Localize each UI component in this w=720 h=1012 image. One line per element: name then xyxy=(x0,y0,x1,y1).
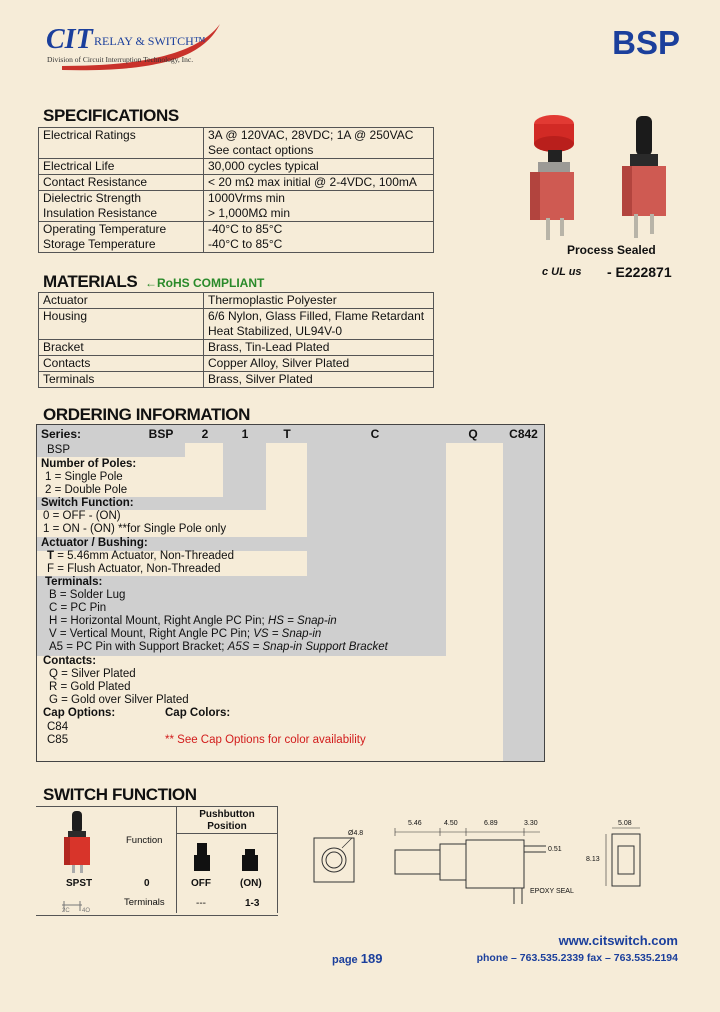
materials-label xyxy=(39,309,204,340)
specifications-row xyxy=(39,191,434,222)
materials-label-line xyxy=(43,324,199,339)
ordering-header-function: 1 xyxy=(241,427,249,441)
ordering-header-poles: 2 xyxy=(201,427,209,441)
specifications-label xyxy=(39,175,204,191)
contact-info: phone – 763.535.2339 fax – 763.535.2194 xyxy=(476,952,678,964)
ordering-header-actuator: T xyxy=(283,427,291,441)
terminal-option-a5 xyxy=(49,641,388,654)
dim-5-08: 5.08 xyxy=(618,820,632,827)
on-position-icon xyxy=(240,847,260,873)
cap-colors-title: Cap Colors: xyxy=(165,707,231,719)
specifications-row xyxy=(39,175,434,191)
function-option-0: 0 = OFF - (ON) xyxy=(43,510,121,522)
logo-brand-sub: RELAY & SWITCH™ xyxy=(94,34,206,48)
specifications-label xyxy=(39,159,204,175)
terminal-snap-v: VS = Snap-in xyxy=(253,628,322,640)
materials-row xyxy=(39,340,434,356)
specifications-value-line: < 20 mΩ max initial @ 2-4VDC, 100mA xyxy=(208,175,417,189)
specifications-label-line: Dielectric Strength xyxy=(43,191,142,205)
terminal-option-v xyxy=(49,628,321,641)
specifications-label-line: Electrical Ratings xyxy=(43,128,136,142)
materials-value-line: Copper Alloy, Silver Plated xyxy=(208,356,350,370)
specifications-value-line: See contact options xyxy=(208,143,314,157)
materials-value xyxy=(204,356,434,372)
actuator-option-t xyxy=(47,550,234,563)
materials-label xyxy=(39,340,204,356)
pushbutton-position-label: Pushbutton Position xyxy=(199,809,255,832)
actuator-title: Actuator / Bushing: xyxy=(41,537,148,549)
pushbutton-header-line xyxy=(176,833,278,834)
page-number-value: 189 xyxy=(360,951,383,966)
actuator-desc-f: = Flush Actuator, Non-Threaded xyxy=(54,563,221,575)
function-title: Switch Function: xyxy=(41,497,134,509)
terminal-option-h xyxy=(49,615,337,628)
poles-title: Number of Poles: xyxy=(41,458,137,470)
specifications-value xyxy=(204,222,434,253)
specifications-row xyxy=(39,222,434,253)
terminal-option-c: C = PC Pin xyxy=(49,602,107,614)
pole-option-1: 1 = Single Pole xyxy=(45,471,123,483)
cap-note: ** See Cap Options for color availability xyxy=(165,734,366,746)
ordering-header-series: Series: xyxy=(41,427,82,441)
specifications-label xyxy=(39,191,204,222)
part-code: BSP xyxy=(612,24,680,61)
specifications-value-line: 30,000 cycles typical xyxy=(208,159,319,173)
terminal-desc-v: V = Vertical Mount, Right Angle PC Pin; xyxy=(49,628,254,640)
materials-value-line: Thermoplastic Polyester xyxy=(208,293,337,307)
ordering-title: ORDERING INFORMATION xyxy=(43,405,251,424)
materials-label-line: Contacts xyxy=(43,356,91,370)
ordering-header-cap: C842 xyxy=(509,427,538,441)
materials-value-line: 6/6 Nylon, Glass Filled, Flame Retardant xyxy=(208,309,425,323)
dimensional-drawing xyxy=(300,820,650,910)
materials-label-line: Actuator xyxy=(43,293,88,307)
contact-option-g: G = Gold over Silver Plated xyxy=(49,694,189,706)
off-label: OFF xyxy=(191,878,211,889)
materials-table xyxy=(38,292,434,388)
schematic-label-4o: 4O xyxy=(82,908,91,914)
contacts-title: Contacts: xyxy=(43,655,97,667)
contact-option-r: R = Gold Plated xyxy=(49,681,131,693)
specifications-value xyxy=(204,175,434,191)
ordering-header-bsp: BSP xyxy=(148,427,174,441)
materials-value xyxy=(204,293,434,309)
specifications-value xyxy=(204,159,434,175)
dim-8-13: 8.13 xyxy=(586,856,600,863)
materials-title: MATERIALS xyxy=(43,272,138,291)
specifications-value-line: 3A @ 120VAC, 28VDC; 1A @ 250VAC xyxy=(208,128,414,142)
dim-3-30: 3.30 xyxy=(524,820,538,827)
specifications-label-line: Operating Temperature xyxy=(43,222,167,236)
product-photo xyxy=(518,110,678,245)
materials-value-line: Brass, Silver Plated xyxy=(208,372,313,386)
ordering-header-contacts: Q xyxy=(468,427,478,441)
contact-option-q: Q = Silver Plated xyxy=(49,668,136,680)
function-option-1: 1 = ON - (ON) **for Single Pole only xyxy=(43,523,227,535)
product-photo-svg xyxy=(518,110,678,245)
materials-value-line: Brass, Tin-Lead Plated xyxy=(208,340,330,354)
specifications-value xyxy=(204,191,434,222)
specifications-label-line: Storage Temperature xyxy=(43,237,156,251)
ul-mark: c UL us xyxy=(542,266,582,278)
company-logo xyxy=(42,22,227,72)
cap-option-c84: C84 xyxy=(47,721,69,733)
specifications-value-line: -40°C to 85°C xyxy=(208,222,283,236)
terminal-option-b: B = Solder Lug xyxy=(49,589,126,601)
actuator-code-f: F xyxy=(47,563,55,575)
specifications-label-line: Contact Resistance xyxy=(43,175,148,189)
page-label: page xyxy=(332,954,361,966)
terminal-snap-a5: A5S = Snap-in Support Bracket xyxy=(227,641,388,653)
materials-row xyxy=(39,372,434,388)
specifications-title: SPECIFICATIONS xyxy=(43,106,179,125)
terminals-on-value: 1-3 xyxy=(245,898,260,909)
dim-5-46: 5.46 xyxy=(408,820,422,827)
terminal-desc-a5: A5 = PC Pin with Support Bracket; xyxy=(49,641,228,653)
band-col-2 xyxy=(223,443,266,498)
specifications-value-line: -40°C to 85°C xyxy=(208,237,283,251)
specifications-label-line: Insulation Resistance xyxy=(43,206,158,220)
materials-label xyxy=(39,293,204,309)
materials-row xyxy=(39,309,434,340)
function-label: Function xyxy=(126,835,163,846)
specifications-value-line: 1000Vrms min xyxy=(208,191,285,205)
on-label: (ON) xyxy=(240,878,262,889)
pole-option-2: 2 = Double Pole xyxy=(45,484,128,496)
materials-label-line: Bracket xyxy=(43,340,84,354)
off-position-icon xyxy=(192,841,212,873)
specifications-value-line: > 1,000MΩ min xyxy=(208,206,291,220)
terminal-desc-h: H = Horizontal Mount, Right Angle PC Pin; xyxy=(49,615,268,627)
terminals-off-value: --- xyxy=(196,898,206,909)
logo-brand: CIT xyxy=(46,24,93,55)
dim-0-51: 0.51 xyxy=(548,846,562,853)
series-value: BSP xyxy=(47,444,71,456)
specifications-value xyxy=(204,128,434,159)
specifications-label-line: Electrical Life xyxy=(43,159,115,173)
specifications-label xyxy=(39,222,204,253)
ul-file-number: - E222871 xyxy=(607,264,672,280)
terminals-title: Terminals: xyxy=(45,576,103,588)
dim-4-50: 4.50 xyxy=(444,820,458,827)
materials-value xyxy=(204,309,434,340)
function-value: 0 xyxy=(144,878,150,889)
specifications-label xyxy=(39,128,204,159)
materials-label-line: Housing xyxy=(43,309,88,323)
specifications-table xyxy=(38,127,434,253)
page-number xyxy=(332,951,382,966)
specifications-row xyxy=(39,128,434,159)
epoxy-seal-note: EPOXY SEAL xyxy=(530,888,574,895)
materials-label-line: Terminals xyxy=(43,372,95,386)
ordering-header-terminal: C xyxy=(370,427,380,441)
band-col-c xyxy=(307,443,446,577)
terminals-label: Terminals xyxy=(124,897,165,908)
ordering-table xyxy=(36,424,545,762)
cap-options-title: Cap Options: xyxy=(43,707,116,719)
materials-value xyxy=(204,372,434,388)
band-right-col xyxy=(503,443,544,761)
materials-row xyxy=(39,356,434,372)
cap-option-c85: C85 xyxy=(47,734,69,746)
logo-division: Division of Circuit Interruption Technology, Inc. xyxy=(47,55,194,64)
switch-function-title: SWITCH FUNCTION xyxy=(43,785,197,804)
actuator-desc-t: = 5.46mm Actuator, Non-Threaded xyxy=(54,550,234,562)
product-caption: Process Sealed xyxy=(567,243,656,257)
schematic-label-2c: 2C xyxy=(62,908,70,914)
spst-label: SPST xyxy=(66,878,93,889)
materials-row xyxy=(39,293,434,309)
materials-value-line: Heat Stabilized, UL94V-0 xyxy=(208,324,343,338)
rohs-label: ←RoHS COMPLIANT xyxy=(145,276,265,290)
dim-6-89: 6.89 xyxy=(484,820,498,827)
website-link[interactable]: www.citswitch.com xyxy=(558,933,678,948)
terminal-snap-h: HS = Snap-in xyxy=(267,615,337,627)
spst-switch-icon xyxy=(50,809,110,875)
materials-value xyxy=(204,340,434,356)
materials-label xyxy=(39,372,204,388)
switch-function-panel xyxy=(36,806,278,916)
actuator-option-f xyxy=(47,563,221,576)
actuator-code-t: T xyxy=(47,550,55,562)
dim-diameter: Ø4.8 xyxy=(348,830,364,837)
specifications-row xyxy=(39,159,434,175)
materials-label xyxy=(39,356,204,372)
